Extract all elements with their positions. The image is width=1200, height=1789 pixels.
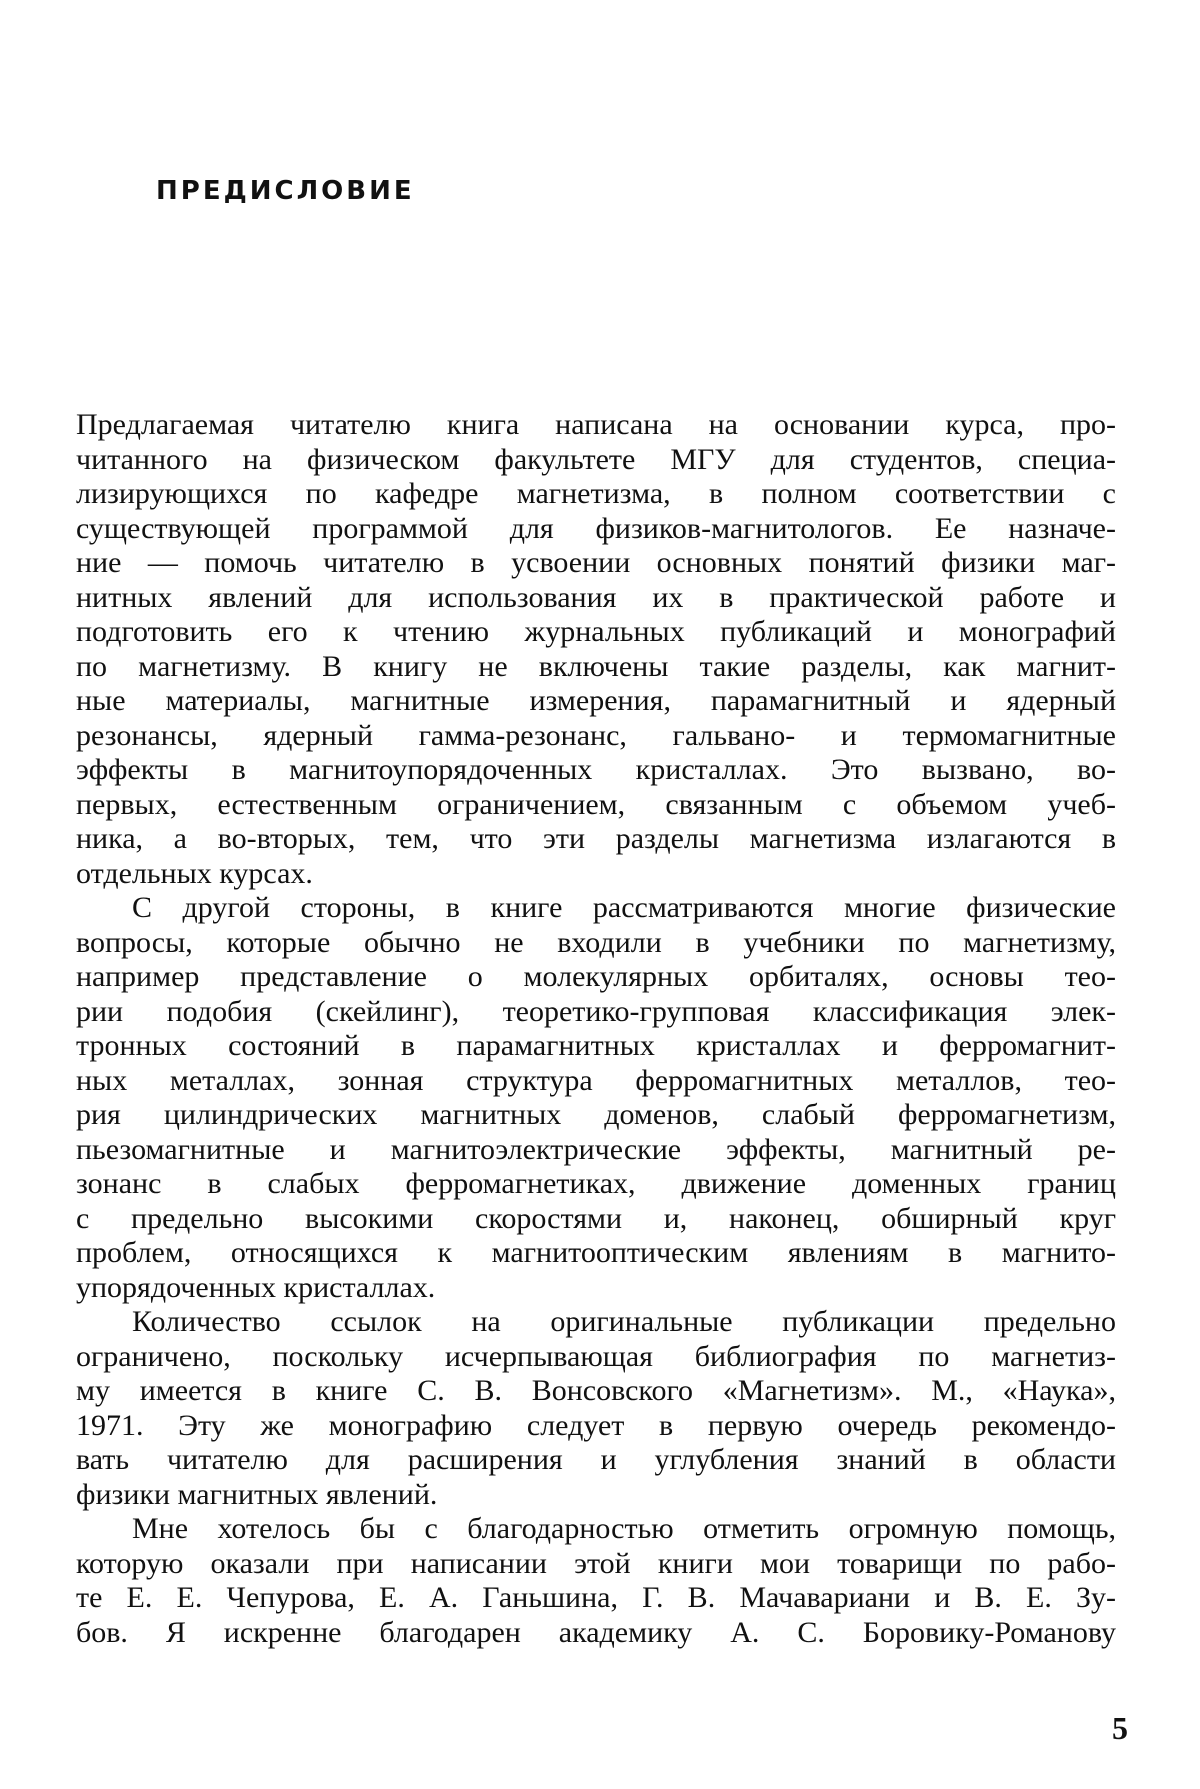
text-line: ние — помочь читателю в усвоении основных понятий физики маг- bbox=[76, 546, 1116, 581]
text-line: Мне хотелось бы с благодарностью отметить огромную помощь, bbox=[76, 1512, 1116, 1547]
text-line: те Е. Е. Чепурова, Е. А. Ганьшина, Г. В. Мачавариани и В. Е. Зу- bbox=[76, 1581, 1116, 1616]
text-line: 1971. Эту же монографию следует в первую очередь рекомендо- bbox=[76, 1409, 1116, 1444]
text-line: зонанс в слабых ферромагнетиках, движение доменных границ bbox=[76, 1167, 1116, 1202]
text-line: эффекты в магнитоупорядоченных кристаллах. Это вызвано, во- bbox=[76, 753, 1116, 788]
text-line: ные материалы, магнитные измерения, парамагнитный и ядерный bbox=[76, 684, 1116, 719]
text-line: которую оказали при написании этой книги мои товарищи по рабо- bbox=[76, 1547, 1116, 1582]
text-line: бов. Я искренне благодарен академику А. С. Боровику-Романову bbox=[76, 1616, 1116, 1651]
text-line: Количество ссылок на оригинальные публикации предельно bbox=[76, 1305, 1116, 1340]
text-line: Предлагаемая читателю книга написана на основании курса, про- bbox=[76, 408, 1116, 443]
paragraph bbox=[76, 891, 1116, 1305]
paragraph bbox=[76, 1305, 1116, 1512]
text-line: лизирующихся по кафедре магнетизма, в полном соответствии с bbox=[76, 477, 1116, 512]
text-line: му имеется в книге С. В. Вонсовского «Магнетизм». М., «Наука», bbox=[76, 1374, 1116, 1409]
text-line: отдельных курсах. bbox=[76, 857, 1116, 892]
text-line: С другой стороны, в книге рассматриваются многие физические bbox=[76, 891, 1116, 926]
text-line: вопросы, которые обычно не входили в учебники по магнетизму, bbox=[76, 926, 1116, 961]
text-line: ника, а во-вторых, тем, что эти разделы магнетизма излагаются в bbox=[76, 822, 1116, 857]
text-line: с предельно высокими скоростями и, наконец, обширный круг bbox=[76, 1202, 1116, 1237]
text-line: тронных состояний в парамагнитных кристаллах и ферромагнит- bbox=[76, 1029, 1116, 1064]
text-line: рии подобия (скейлинг), теоретико-групповая классификация элек- bbox=[76, 995, 1116, 1030]
page-heading: ПРЕДИСЛОВИЕ bbox=[156, 176, 415, 206]
text-line: физики магнитных явлений. bbox=[76, 1478, 1116, 1513]
text-line: ных металлах, зонная структура ферромагнитных металлов, тео- bbox=[76, 1064, 1116, 1099]
text-line: существующей программой для физиков-магнитологов. Ее назначе- bbox=[76, 512, 1116, 547]
text-line: проблем, относящихся к магнитооптическим явлениям в магнито- bbox=[76, 1236, 1116, 1271]
text-line: читанного на физическом факультете МГУ для студентов, специа- bbox=[76, 443, 1116, 478]
text-line: нитных явлений для использования их в практической работе и bbox=[76, 581, 1116, 616]
paragraph bbox=[76, 408, 1116, 891]
text-line: резонансы, ядерный гамма-резонанс, гальвано- и термомагнитные bbox=[76, 719, 1116, 754]
text-line: по магнетизму. В книгу не включены такие разделы, как магнит- bbox=[76, 650, 1116, 685]
paragraph bbox=[76, 1512, 1116, 1650]
text-line: первых, естественным ограничением, связанным с объемом учеб- bbox=[76, 788, 1116, 823]
text-line: рия цилиндрических магнитных доменов, слабый ферромагнетизм, bbox=[76, 1098, 1116, 1133]
text-line: подготовить его к чтению журнальных публикаций и монографий bbox=[76, 615, 1116, 650]
page-number: 5 bbox=[1112, 1710, 1128, 1747]
text-line: например представление о молекулярных орбиталях, основы тео- bbox=[76, 960, 1116, 995]
body-text bbox=[76, 408, 1116, 1650]
text-line: упорядоченных кристаллах. bbox=[76, 1271, 1116, 1306]
text-line: пьезомагнитные и магнитоэлектрические эффекты, магнитный ре- bbox=[76, 1133, 1116, 1168]
text-line: вать читателю для расширения и углубления знаний в области bbox=[76, 1443, 1116, 1478]
book-page bbox=[0, 0, 1200, 1789]
text-line: ограничено, поскольку исчерпывающая библиография по магнетиз- bbox=[76, 1340, 1116, 1375]
